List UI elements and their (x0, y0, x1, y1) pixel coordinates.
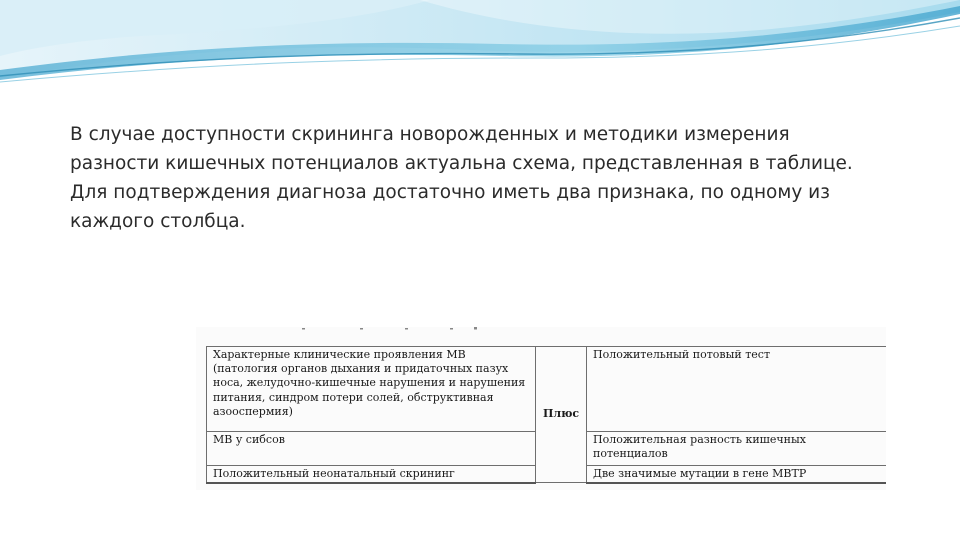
paragraph-line-4: каждого столбца. (70, 211, 246, 232)
paragraph-line-3: Для подтверждения диагноза достаточно иметь два признака, по одному из (70, 182, 831, 203)
criteria-right-cell: Положительный потовый тест (587, 347, 886, 432)
plus-cell: Плюс (536, 347, 587, 483)
scan-artifact (300, 327, 480, 330)
criteria-right-cell: Две значимые мутации в гене МВТР (587, 466, 886, 483)
criteria-left-cell: МВ у сибсов (207, 432, 536, 466)
criteria-left-cell: Характерные клинические проявления МВ (патология органов дыхания и придаточных пазух носа, желудочно-кишечные нарушения и нарушения питания, синдром потери солей, обструктивная азооспермия) (207, 347, 536, 432)
paragraph-line-2: разности кишечных потенциалов актуальна схема, представленная в таблице. (70, 153, 853, 174)
slide-paragraph (70, 120, 910, 236)
diagnosis-criteria-table (206, 346, 886, 484)
paragraph-line-1: В случае доступности скрининга новорожденных и методики измерения (70, 124, 790, 145)
criteria-left-cell: Положительный неонатальный скрининг (207, 466, 536, 483)
header-wave-decoration (0, 0, 960, 90)
criteria-right-cell: Положительная разность кишечных потенциалов (587, 432, 886, 466)
table-row (207, 347, 886, 432)
